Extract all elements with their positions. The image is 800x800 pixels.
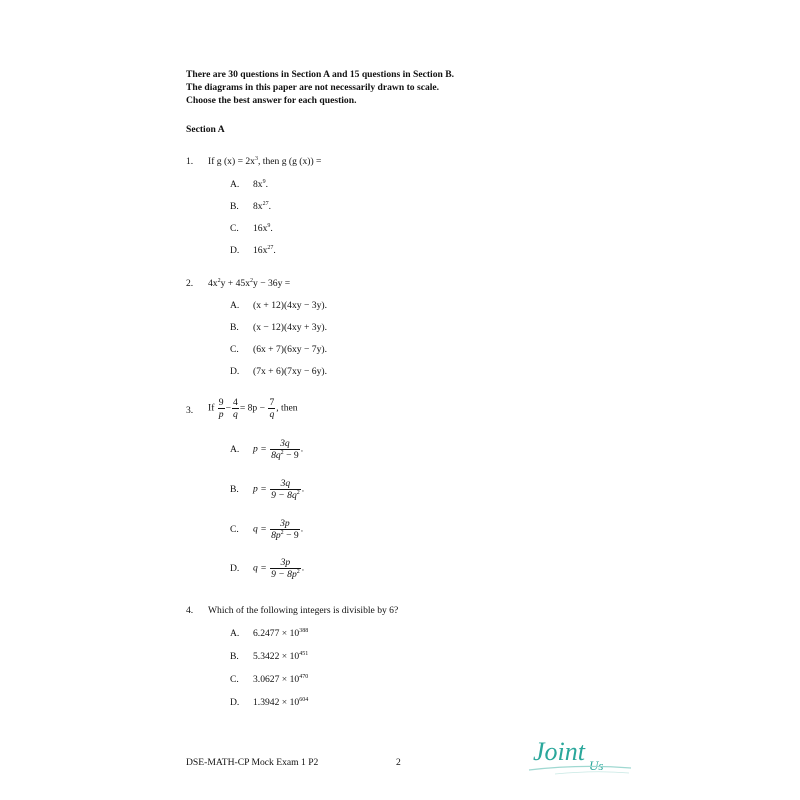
instructions — [186, 68, 454, 107]
option-label: A. — [230, 628, 240, 639]
question-stem: If $\frac{9}{p}$ − $\frac{4}{q}$ = 8p − $\frac{7}{q}$ , then — [208, 397, 298, 420]
option-text: q = $\frac{3p}{8p^2 - 9}$ . — [253, 518, 304, 541]
option-label: C. — [230, 674, 239, 685]
option-text: $8x^{27}$. — [253, 201, 271, 212]
option-label: C. — [230, 344, 239, 355]
option-text: (x + 12)(4xy − 3y). — [253, 300, 327, 311]
question-number: 2. — [186, 278, 194, 289]
instruction-line: There are 30 questions in Section A and 15 questions in Section B. — [186, 69, 455, 80]
option-label: B. — [230, 484, 239, 495]
question-number: 4. — [186, 605, 194, 616]
joint-us-logo — [525, 730, 635, 780]
question-number: 1. — [186, 156, 194, 167]
option-text: (6x + 7)(6xy − 7y). — [253, 344, 327, 355]
option-text: (x − 12)(4xy + 3y). — [253, 322, 327, 333]
logo-word-us: Us — [589, 758, 604, 773]
footer-exam-title: DSE-MATH-CP Mock Exam 1 P2 — [186, 757, 319, 768]
question-stem: Which of the following integers is divisible by 6? — [208, 605, 399, 616]
fraction: $\frac{4}{q}$ — [233, 397, 238, 420]
question-number: 3. — [186, 405, 194, 416]
option-text: (7x + 6)(7xy − 6y). — [253, 366, 327, 377]
option-label: B. — [230, 322, 239, 333]
option-label: A. — [230, 444, 240, 455]
logo-word-joint: Joint — [533, 737, 585, 766]
fraction: $\frac{9}{p}$ — [218, 397, 224, 420]
section-title: Section A — [186, 124, 225, 135]
question-stem: If g $(x) = 2x^3$, then g (g (x)) = — [208, 156, 322, 167]
option-label: D. — [230, 697, 240, 708]
option-label: D. — [230, 563, 240, 574]
option-label: C. — [230, 223, 239, 234]
page-number: 2 — [396, 757, 401, 768]
option-label: A. — [230, 179, 240, 190]
option-text: $16x^{27}$. — [253, 245, 276, 256]
logo-swoosh — [529, 766, 631, 770]
option-text: $16x^9$. — [253, 223, 273, 234]
instruction-line: The diagrams in this paper are not necessarily drawn to scale. — [186, 82, 440, 93]
option-label: A. — [230, 300, 240, 311]
option-text: p = $\frac{3q}{9 - 8q^2}$ . — [253, 478, 305, 501]
option-label: D. — [230, 366, 240, 377]
question-stem: $4x^2y + 45x^2y - 36y$ = — [208, 278, 291, 289]
option-label: B. — [230, 651, 239, 662]
option-text: $1.3942 \times 10^{604}$ — [253, 697, 309, 708]
option-text: p = $\frac{3q}{8q^2 - 9}$ . — [253, 438, 304, 461]
option-label: B. — [230, 201, 239, 212]
option-label: D. — [230, 245, 240, 256]
option-text: $6.2477 \times 10^{388}$ — [253, 628, 309, 639]
instruction-line: Choose the best answer for each question. — [186, 95, 357, 106]
option-label: C. — [230, 524, 239, 535]
option-text: q = $\frac{3p}{9 - 8p^2}$ . — [253, 557, 305, 580]
fraction: $\frac{7}{q}$ — [269, 397, 275, 420]
option-text: $3.0627 \times 10^{470}$ — [253, 674, 309, 685]
option-text: $5.3422 \times 10^{451}$ — [253, 651, 309, 662]
option-text: $8x^9$. — [253, 179, 268, 190]
